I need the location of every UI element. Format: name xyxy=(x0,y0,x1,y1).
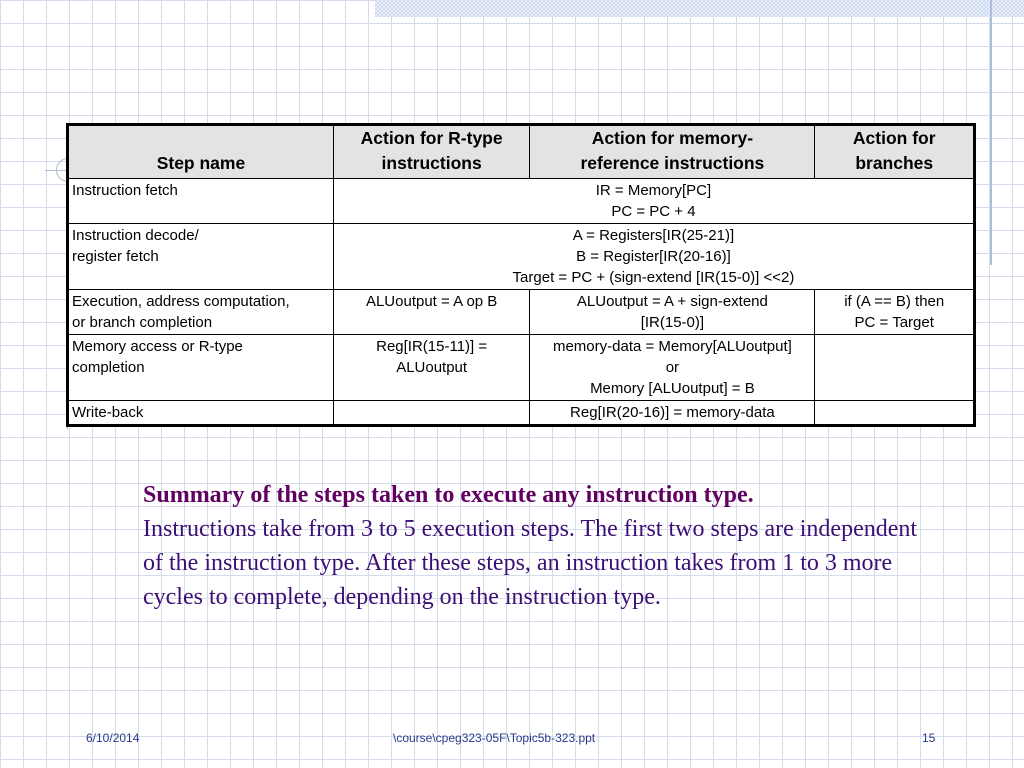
table-row xyxy=(68,401,975,426)
step-cell: Instruction decode/ register fetch xyxy=(68,224,334,290)
step-cell: Memory access or R-type completion xyxy=(68,335,334,401)
summary-heading: Summary of the steps taken to execute any instruction type. xyxy=(143,482,754,508)
footer-page-number: 15 xyxy=(922,731,936,745)
steps-table xyxy=(66,123,976,427)
header-branch: Action for branches xyxy=(815,125,975,179)
merged-action-cell: A = Registers[IR(25-21)] B = Register[IR(20-16)] Target = PC + (sign-extend [IR(15-0)] <<2) xyxy=(333,224,974,290)
rtype-cell xyxy=(333,401,529,426)
header-memory: Action for memory- reference instructions xyxy=(530,125,815,179)
rtype-cell: Reg[IR(15-11)] = ALUoutput xyxy=(333,335,529,401)
step-cell: Execution, address computation, or branch completion xyxy=(68,290,334,335)
footer-file-path: \course\cpeg323-05F\Topic5b-323.ppt xyxy=(393,731,596,745)
summary-body: Instructions take from 3 to 5 execution steps. The first two steps are independent of the instruction type. After these steps, an instruction takes from 1 to 3 more cycles to complete, depending on the instruction type. xyxy=(143,516,918,610)
rtype-cell: ALUoutput = A op B xyxy=(333,290,529,335)
header-step-name: Step name xyxy=(68,125,334,179)
summary-text xyxy=(143,478,943,614)
branch-cell xyxy=(815,401,975,426)
table-row xyxy=(68,224,975,290)
table-row xyxy=(68,335,975,401)
branch-cell: if (A == B) then PC = Target xyxy=(815,290,975,335)
branch-cell xyxy=(815,335,975,401)
table-row xyxy=(68,290,975,335)
footer-date: 6/10/2014 xyxy=(86,731,140,745)
step-cell: Instruction fetch xyxy=(68,179,334,224)
header-rtype: Action for R-type instructions xyxy=(333,125,529,179)
top-decorative-band xyxy=(375,0,1024,17)
right-decorative-line xyxy=(990,0,992,265)
table-row xyxy=(68,179,975,224)
merged-action-cell: IR = Memory[PC] PC = PC + 4 xyxy=(333,179,974,224)
memory-cell: Reg[IR(20-16)] = memory-data xyxy=(530,401,815,426)
table-header-row xyxy=(68,125,975,179)
memory-cell: ALUoutput = A + sign-extend [IR(15-0)] xyxy=(530,290,815,335)
memory-cell: memory-data = Memory[ALUoutput] or Memory [ALUoutput] = B xyxy=(530,335,815,401)
step-cell: Write-back xyxy=(68,401,334,426)
